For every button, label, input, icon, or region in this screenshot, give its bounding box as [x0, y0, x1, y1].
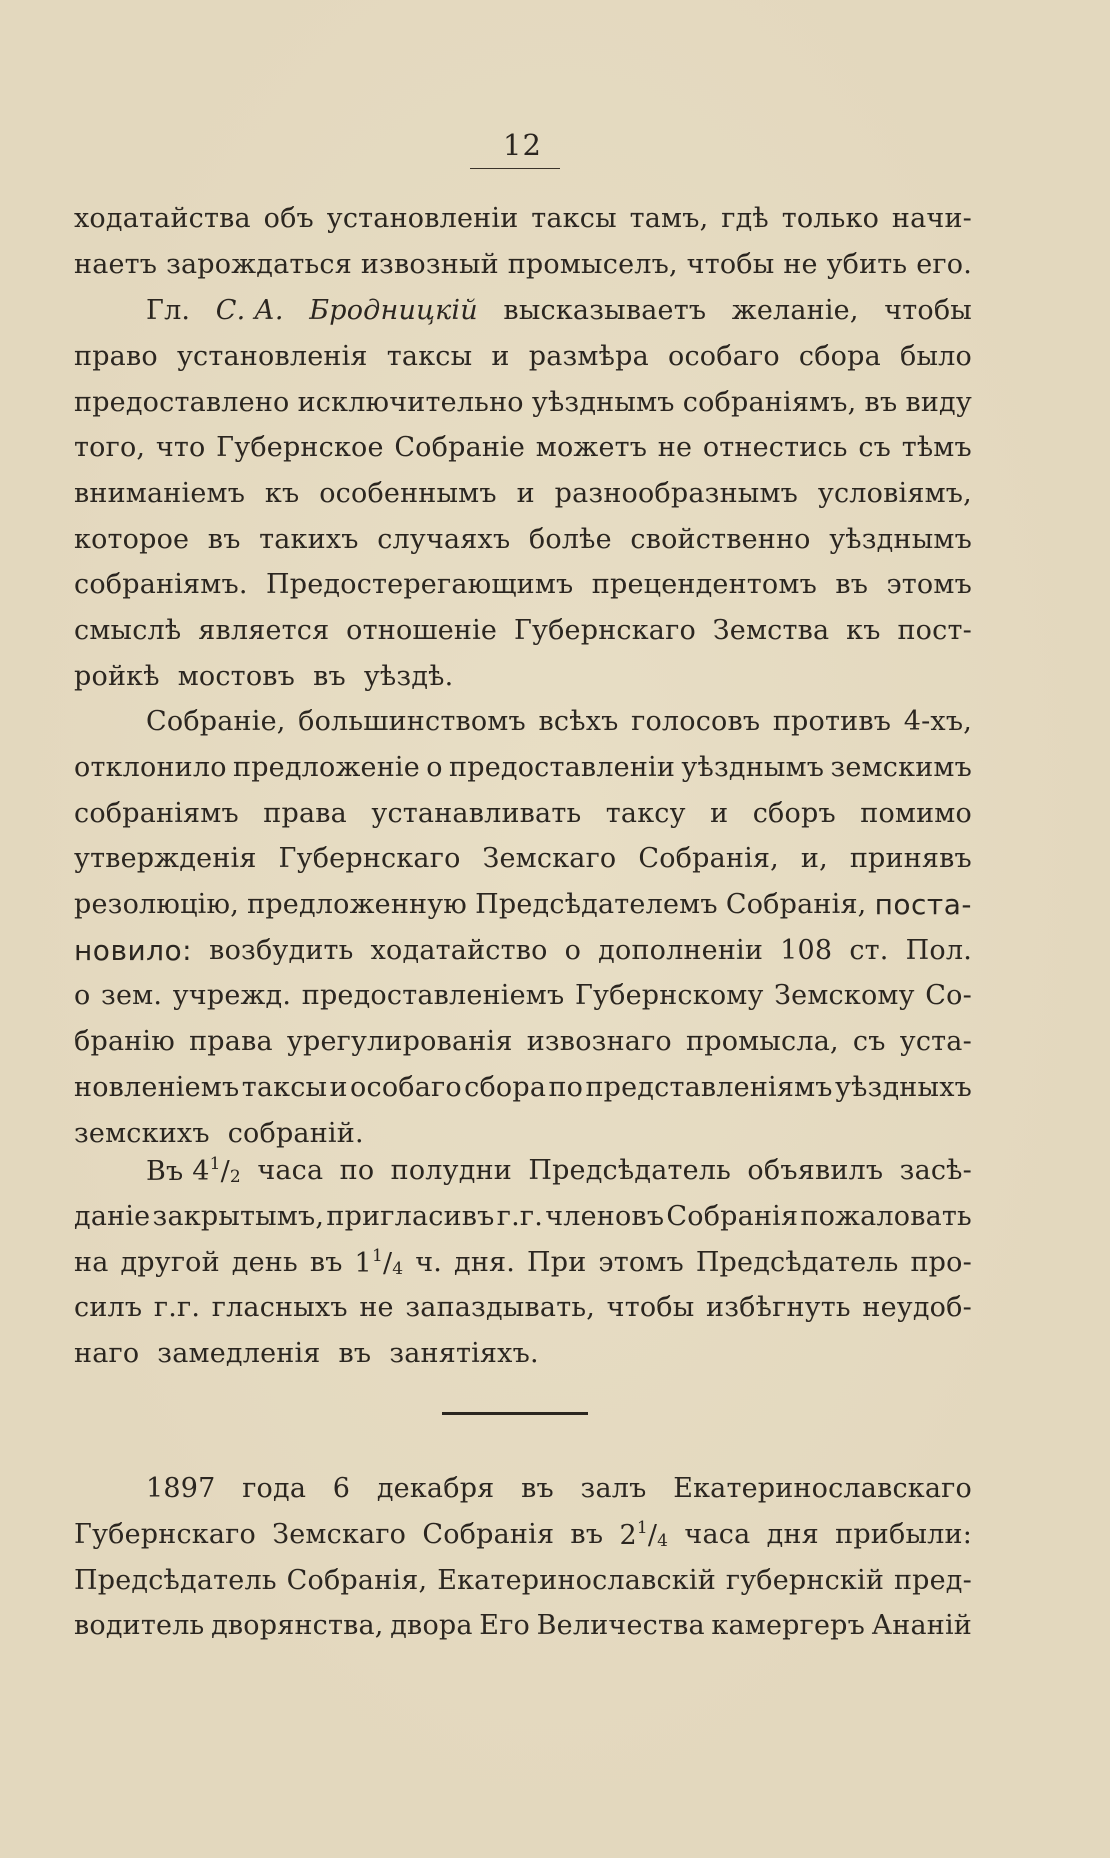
word: Собранія, — [725, 889, 867, 921]
word: неудоб- — [862, 1292, 972, 1324]
word: пост- — [897, 615, 972, 647]
word: г.г. — [153, 1292, 201, 1324]
word: собраній. — [227, 1117, 364, 1149]
text-line — [74, 1557, 972, 1603]
word: только — [781, 203, 880, 235]
word: съ — [852, 1026, 886, 1058]
word: Предсѣдатель — [74, 1564, 277, 1596]
text-line — [74, 1285, 972, 1331]
text-line — [74, 425, 972, 471]
word: дня — [766, 1519, 819, 1551]
word: смыслѣ — [74, 615, 182, 647]
word: особаго — [668, 341, 780, 373]
word: въ — [309, 1246, 343, 1278]
paragraph-continuation — [74, 196, 972, 287]
word: Предсѣдатель — [528, 1155, 732, 1187]
word: пред- — [893, 1564, 972, 1596]
word: въ — [313, 660, 346, 692]
text-line — [74, 1331, 972, 1377]
word: избѣгнуть — [706, 1292, 851, 1324]
word: новленіемъ — [74, 1071, 240, 1103]
word: въ — [521, 1473, 554, 1505]
text-line — [74, 516, 972, 562]
word: съ — [858, 432, 892, 464]
text-line — [74, 471, 972, 517]
word: часа — [257, 1155, 324, 1187]
word: условіямъ, — [817, 478, 972, 510]
paragraph-closing — [74, 1148, 972, 1376]
word: Ананій — [871, 1610, 972, 1642]
word: сбора — [464, 1071, 547, 1103]
word: чтобы — [686, 249, 775, 281]
word: противъ — [772, 706, 892, 738]
word: его. — [916, 249, 972, 281]
word: замедленія — [157, 1338, 321, 1370]
word: дворянства, — [211, 1610, 384, 1642]
word: наго — [74, 1338, 140, 1370]
word: установленія — [176, 341, 368, 373]
word: Собранія — [666, 1201, 799, 1233]
word: 108 — [780, 934, 833, 966]
word: этомъ — [598, 1246, 684, 1278]
word: При — [527, 1246, 587, 1278]
word: устанавливать — [371, 797, 582, 829]
word: уѣздѣ. — [363, 660, 454, 692]
text-line — [74, 654, 972, 700]
word: высказываетъ — [503, 295, 707, 327]
word: и, — [800, 843, 828, 875]
word: таксы — [386, 341, 473, 373]
word: прибыли: — [835, 1519, 972, 1551]
word: Пол. — [905, 934, 972, 966]
word: даніе — [74, 1201, 151, 1233]
word: ходатайство — [370, 934, 548, 966]
word: часа — [684, 1519, 751, 1551]
word: представленіямъ — [585, 1071, 833, 1103]
word: въ — [207, 523, 241, 555]
word: и — [516, 478, 535, 510]
word: особеннымъ — [319, 478, 497, 510]
word: 6 — [332, 1473, 351, 1505]
word: права — [189, 1026, 273, 1058]
word: случаяхъ — [377, 523, 511, 555]
word: къ — [846, 615, 881, 647]
word: и — [491, 341, 510, 373]
word: большинствомъ — [298, 706, 526, 738]
word: учрежд. — [172, 980, 292, 1012]
word: объявилъ — [747, 1155, 884, 1187]
text-line — [74, 699, 972, 745]
word: уѣзднымъ — [829, 523, 972, 555]
word: сбора — [798, 341, 881, 373]
word: Екатеринославскій — [437, 1564, 716, 1596]
word: ч. — [415, 1246, 443, 1278]
word: тѣмъ — [901, 432, 972, 464]
word: извозный — [360, 249, 499, 281]
word: извознаго — [526, 1026, 672, 1058]
word: Губернскаго — [74, 1519, 256, 1551]
word: Собранія — [422, 1519, 555, 1551]
word: Въ $4^1/_2$ — [146, 1154, 241, 1188]
word: ходатайства — [74, 203, 251, 235]
word: членовъ — [545, 1201, 665, 1233]
word: двора — [390, 1610, 473, 1642]
text-line — [74, 288, 972, 334]
word: Земскаго — [272, 1519, 407, 1551]
word: пожаловать — [800, 1201, 972, 1233]
word: о — [426, 752, 443, 784]
word: и — [329, 1071, 348, 1103]
word: камергеръ — [711, 1610, 866, 1642]
word: разнообразнымъ — [554, 478, 799, 510]
word: земскихъ — [74, 1117, 210, 1149]
text-line — [74, 836, 972, 882]
word: уѣзднымъ — [531, 386, 675, 418]
word: промысла, — [686, 1026, 839, 1058]
word: таксы — [531, 203, 617, 235]
text-line — [74, 790, 972, 836]
word: предоставленіемъ — [301, 980, 565, 1012]
word: прецендентомъ — [591, 569, 817, 601]
word: возбудить — [209, 934, 354, 966]
word: желаніе, — [731, 295, 859, 327]
page-number: 12 — [503, 128, 542, 162]
word: Предсѣдателемъ — [475, 889, 718, 921]
word: о — [564, 934, 582, 966]
word: особаго — [350, 1071, 462, 1103]
word: не — [657, 432, 693, 464]
word: таксу — [605, 797, 686, 829]
word: въ — [338, 1338, 372, 1370]
word: уѣзднымъ — [681, 752, 825, 784]
word: дополненіи — [598, 934, 764, 966]
word: занятіяхъ. — [389, 1338, 539, 1370]
word: является — [198, 615, 330, 647]
word: было — [900, 341, 972, 373]
word: объ — [263, 203, 314, 235]
word: по — [339, 1155, 375, 1187]
word: отклонило — [74, 752, 227, 784]
word: закрытымъ, — [152, 1201, 325, 1233]
word: ройкѣ — [74, 660, 160, 692]
word: чтобы — [606, 1292, 695, 1324]
word: виду — [905, 386, 972, 418]
word: Собранія, — [638, 843, 779, 875]
word: права — [263, 797, 347, 829]
word: зем. — [101, 980, 163, 1012]
word: пригласивъ — [326, 1201, 495, 1233]
word: ст. — [849, 934, 889, 966]
word: болѣе — [528, 523, 612, 555]
word: помимо — [860, 797, 972, 829]
word: день — [231, 1246, 298, 1278]
fraction: $1^1/_4$ — [354, 1245, 404, 1279]
text-line — [74, 242, 972, 288]
text-line — [74, 1603, 972, 1649]
text-line — [74, 1019, 972, 1065]
fraction: $^1/_2$ — [209, 1154, 241, 1188]
text-line — [74, 1194, 972, 1240]
text-line — [74, 1239, 972, 1285]
word: отношеніе — [346, 615, 498, 647]
word: исключительно — [297, 386, 524, 418]
word: свойственно — [630, 523, 811, 555]
word: въ — [864, 386, 898, 418]
word: запаздывать, — [405, 1292, 596, 1324]
word: что — [155, 432, 206, 464]
text-line — [74, 1065, 972, 1111]
word: промыселъ, — [507, 249, 678, 281]
text-line — [74, 973, 972, 1019]
word: 1897 — [146, 1473, 216, 1505]
word: на — [74, 1246, 109, 1278]
text-line — [74, 334, 972, 380]
word: начи- — [891, 203, 972, 235]
word: Собраніе — [394, 432, 526, 464]
text-line — [74, 608, 972, 654]
word: бранію — [74, 1026, 175, 1058]
word: зарождаться — [166, 249, 352, 281]
word: силъ — [74, 1292, 143, 1324]
word: о — [74, 980, 91, 1012]
word: уста- — [899, 1026, 972, 1058]
word: водитель — [74, 1610, 205, 1642]
text-line — [74, 1148, 972, 1194]
text-line — [74, 745, 972, 791]
word: С. А. — [215, 295, 284, 327]
header-rule — [470, 168, 560, 169]
word: Предсѣдатель — [695, 1246, 899, 1278]
word: къ — [264, 478, 300, 510]
word: въ — [835, 569, 869, 601]
word: про- — [910, 1246, 972, 1278]
text-line — [74, 562, 972, 608]
word: можетъ — [535, 432, 648, 464]
word: залъ — [580, 1473, 647, 1505]
word: года — [242, 1473, 307, 1505]
word: 4-хъ, — [903, 706, 972, 738]
word: урегулированія — [286, 1026, 513, 1058]
word: земскимъ — [830, 752, 972, 784]
word: резолюцію, — [74, 889, 239, 921]
word: не — [359, 1292, 394, 1324]
word: полудни — [390, 1155, 512, 1187]
word: г.г. — [496, 1201, 544, 1233]
section-divider — [442, 1412, 588, 1415]
word: собраніямъ — [74, 797, 239, 829]
word: право — [74, 341, 158, 373]
word: наетъ — [74, 249, 158, 281]
paragraph-resolution — [74, 699, 972, 1156]
word: другой — [120, 1246, 220, 1278]
word: убить — [826, 249, 908, 281]
fraction: $2^1/_4$ — [619, 1518, 669, 1552]
word: Губернскому — [574, 980, 764, 1012]
word: по — [548, 1071, 584, 1103]
word: Губернское — [216, 432, 384, 464]
word: принявъ — [849, 843, 972, 875]
text-line — [74, 927, 972, 973]
word: Бродницкій — [309, 295, 478, 327]
word: сборъ — [752, 797, 836, 829]
word: того, — [74, 432, 146, 464]
word: Земскому — [774, 980, 915, 1012]
paragraph-brodnitsky — [74, 288, 972, 699]
word: мостовъ — [177, 660, 296, 692]
word: губернскій — [725, 1564, 885, 1596]
word: Губернскаго — [513, 615, 696, 647]
word: Предостерегающимъ — [266, 569, 574, 601]
word: дня. — [454, 1246, 516, 1278]
word: предоставлено — [74, 386, 290, 418]
word: чтобы — [884, 295, 972, 327]
word: собраніямъ, — [682, 386, 857, 418]
word: размѣра — [528, 341, 649, 373]
word: Губернскаго — [278, 843, 461, 875]
word: уѣздныхъ — [834, 1071, 972, 1103]
word: въ — [570, 1519, 604, 1551]
word: Екатеринославскаго — [673, 1473, 972, 1505]
word: декабря — [376, 1473, 495, 1505]
word: отнестись — [702, 432, 848, 464]
word: такихъ — [259, 523, 359, 555]
word: Земства — [712, 615, 830, 647]
word: Гл. — [146, 295, 191, 327]
word: Собранія, — [286, 1564, 428, 1596]
text-line — [74, 1466, 972, 1512]
word: новило: — [74, 933, 193, 967]
text-line — [74, 379, 972, 425]
word: предложеніе — [233, 752, 420, 784]
word: Земскаго — [482, 843, 617, 875]
word: Собраніе, — [146, 706, 286, 738]
word: таксы — [241, 1071, 328, 1103]
text-line — [74, 1512, 972, 1558]
paragraph-new-session — [74, 1466, 972, 1649]
word: собраніямъ. — [74, 569, 248, 601]
word: голосовъ — [631, 706, 761, 738]
word: Величества — [536, 1610, 705, 1642]
word: всѣхъ — [538, 706, 619, 738]
word: засѣ- — [899, 1155, 972, 1187]
word: поста- — [874, 888, 972, 922]
word: которое — [74, 523, 190, 555]
word: предложенную — [247, 889, 468, 921]
word: установленіи — [326, 203, 519, 235]
word: утвержденія — [74, 843, 257, 875]
word: гдѣ — [721, 203, 769, 235]
word: и — [710, 797, 729, 829]
text-line — [74, 882, 972, 928]
word: тамъ, — [629, 203, 709, 235]
word: Его — [479, 1610, 531, 1642]
word: этомъ — [886, 569, 972, 601]
word: не — [783, 249, 818, 281]
word: Со- — [925, 980, 972, 1012]
word: вниманіемъ — [74, 478, 246, 510]
text-line — [74, 196, 972, 242]
word: гласныхъ — [211, 1292, 348, 1324]
word: предоставленіи — [449, 752, 676, 784]
